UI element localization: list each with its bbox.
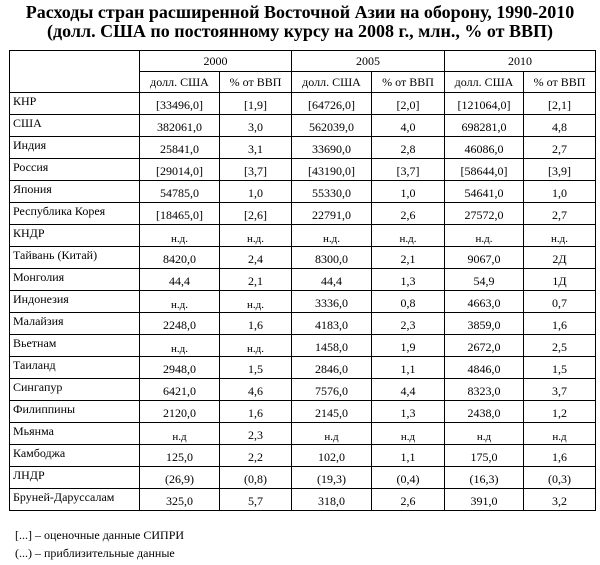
usd-value-cell: 2948,0 — [140, 357, 220, 379]
corner-header-cell — [10, 51, 140, 93]
table-row — [10, 401, 596, 423]
usd-value-cell: н.д. — [445, 225, 524, 247]
usd-value-cell: 102,0 — [292, 445, 372, 467]
gdp-share-cell: н.д. — [220, 335, 292, 357]
usd-value-cell: 44,4 — [292, 269, 372, 291]
gdp-share-cell: 4,0 — [372, 115, 445, 137]
usd-value-cell: 2248,0 — [140, 313, 220, 335]
usd-value-cell: [33496,0] — [140, 93, 220, 115]
country-name-cell: Вьетнам — [10, 335, 140, 357]
usd-value-cell: 3336,0 — [292, 291, 372, 313]
gdp-share-cell: 1,0 — [372, 181, 445, 203]
table-row — [10, 335, 596, 357]
gdp-share-cell: 4,8 — [524, 115, 596, 137]
usd-value-cell: 562039,0 — [292, 115, 372, 137]
gdp-share-cell: н.д — [372, 423, 445, 445]
year-header-row — [10, 51, 596, 72]
country-name-cell: Камбоджа — [10, 445, 140, 467]
table-row — [10, 247, 596, 269]
usd-value-cell: [121064,0] — [445, 93, 524, 115]
usd-value-cell: (19,3) — [292, 467, 372, 489]
table-row — [10, 93, 596, 115]
country-name-cell: Япония — [10, 181, 140, 203]
gdp-share-cell: н.д. — [220, 225, 292, 247]
gdp-share-cell: 1,1 — [372, 445, 445, 467]
usd-value-cell: н.д — [445, 423, 524, 445]
gdp-share-cell: 1,3 — [372, 269, 445, 291]
subheader-usd-2005: долл. США — [292, 72, 372, 93]
usd-value-cell: 54785,0 — [140, 181, 220, 203]
gdp-share-cell: 1,6 — [220, 313, 292, 335]
subheader-gdp-2010: % от ВВП — [524, 72, 596, 93]
usd-value-cell: 2438,0 — [445, 401, 524, 423]
usd-value-cell: 391,0 — [445, 489, 524, 511]
gdp-share-cell: 1,5 — [220, 357, 292, 379]
usd-value-cell: 7576,0 — [292, 379, 372, 401]
year-header-2000: 2000 — [140, 51, 292, 72]
table-row — [10, 489, 596, 511]
usd-value-cell: 325,0 — [140, 489, 220, 511]
gdp-share-cell: 2,2 — [220, 445, 292, 467]
usd-value-cell: (26,9) — [140, 467, 220, 489]
gdp-share-cell: 1,0 — [220, 181, 292, 203]
country-name-cell: Мьянма — [10, 423, 140, 445]
table-body — [10, 93, 596, 511]
usd-value-cell: 698281,0 — [445, 115, 524, 137]
country-name-cell: Филиппины — [10, 401, 140, 423]
gdp-share-cell: (0,4) — [372, 467, 445, 489]
gdp-share-cell: (0,8) — [220, 467, 292, 489]
gdp-share-cell: 2,6 — [372, 203, 445, 225]
gdp-share-cell: [3,7] — [372, 159, 445, 181]
table-row — [10, 159, 596, 181]
country-name-cell: Индия — [10, 137, 140, 159]
gdp-share-cell: 2,8 — [372, 137, 445, 159]
table-row — [10, 357, 596, 379]
usd-value-cell: 9067,0 — [445, 247, 524, 269]
gdp-share-cell: 1,6 — [220, 401, 292, 423]
usd-value-cell: 175,0 — [445, 445, 524, 467]
usd-value-cell: 8300,0 — [292, 247, 372, 269]
gdp-share-cell: 1,6 — [524, 445, 596, 467]
table-row — [10, 467, 596, 489]
usd-value-cell: [64726,0] — [292, 93, 372, 115]
usd-value-cell: 8323,0 — [445, 379, 524, 401]
table-row — [10, 203, 596, 225]
defense-spending-table — [9, 50, 596, 511]
usd-value-cell: 318,0 — [292, 489, 372, 511]
usd-value-cell: 25841,0 — [140, 137, 220, 159]
usd-value-cell: 125,0 — [140, 445, 220, 467]
gdp-share-cell: 1,1 — [372, 357, 445, 379]
usd-value-cell: 3859,0 — [445, 313, 524, 335]
usd-value-cell: 22791,0 — [292, 203, 372, 225]
gdp-share-cell: 1Д — [524, 269, 596, 291]
gdp-share-cell: 2,5 — [524, 335, 596, 357]
country-name-cell: Таиланд — [10, 357, 140, 379]
footnote-sipri: [...] – оценочные данные СИПРИ — [15, 528, 185, 542]
usd-value-cell: 4183,0 — [292, 313, 372, 335]
usd-value-cell: н.д. — [140, 291, 220, 313]
gdp-share-cell: 1,5 — [524, 357, 596, 379]
usd-value-cell: 4663,0 — [445, 291, 524, 313]
gdp-share-cell: 1,2 — [524, 401, 596, 423]
gdp-share-cell: [3,9] — [524, 159, 596, 181]
subheader-usd-2000: долл. США — [140, 72, 220, 93]
gdp-share-cell: 2,4 — [220, 247, 292, 269]
usd-value-cell: н.д — [140, 423, 220, 445]
subheader-gdp-2000: % от ВВП — [220, 72, 292, 93]
gdp-share-cell: 2,3 — [372, 313, 445, 335]
gdp-share-cell: 3,7 — [524, 379, 596, 401]
gdp-share-cell: [3,7] — [220, 159, 292, 181]
gdp-share-cell: 2,7 — [524, 137, 596, 159]
table-row — [10, 313, 596, 335]
gdp-share-cell: 3,0 — [220, 115, 292, 137]
usd-value-cell: [43190,0] — [292, 159, 372, 181]
usd-value-cell: 8420,0 — [140, 247, 220, 269]
gdp-share-cell: 3,1 — [220, 137, 292, 159]
country-name-cell: Республика Корея — [10, 203, 140, 225]
gdp-share-cell: 5,7 — [220, 489, 292, 511]
usd-value-cell: 382061,0 — [140, 115, 220, 137]
gdp-share-cell: 3,2 — [524, 489, 596, 511]
gdp-share-cell: 0,8 — [372, 291, 445, 313]
country-name-cell: Тайвань (Китай) — [10, 247, 140, 269]
usd-value-cell: 2846,0 — [292, 357, 372, 379]
usd-value-cell: н.д — [292, 423, 372, 445]
table-row — [10, 423, 596, 445]
gdp-share-cell: 0,7 — [524, 291, 596, 313]
country-name-cell: КНДР — [10, 225, 140, 247]
usd-value-cell: 2120,0 — [140, 401, 220, 423]
table-row — [10, 181, 596, 203]
usd-value-cell: 54641,0 — [445, 181, 524, 203]
subheader-gdp-2005: % от ВВП — [372, 72, 445, 93]
year-header-2010: 2010 — [445, 51, 596, 72]
usd-value-cell: [58644,0] — [445, 159, 524, 181]
usd-value-cell: 4846,0 — [445, 357, 524, 379]
year-header-2005: 2005 — [292, 51, 445, 72]
table-row — [10, 445, 596, 467]
usd-value-cell: 55330,0 — [292, 181, 372, 203]
country-name-cell: Бруней-Даруссалам — [10, 489, 140, 511]
gdp-share-cell: 1,3 — [372, 401, 445, 423]
usd-value-cell: н.д. — [292, 225, 372, 247]
country-name-cell: ЛНДР — [10, 467, 140, 489]
title-line-2: (долл. США по постоянному курсу на 2008 г., млн., % от ВВП) — [47, 21, 553, 41]
subheader-usd-2010: долл. США — [445, 72, 524, 93]
table-row — [10, 225, 596, 247]
country-name-cell: Монголия — [10, 269, 140, 291]
gdp-share-cell: 2,7 — [524, 203, 596, 225]
usd-value-cell: 1458,0 — [292, 335, 372, 357]
country-name-cell: КНР — [10, 93, 140, 115]
usd-value-cell: (16,3) — [445, 467, 524, 489]
usd-value-cell: н.д. — [140, 335, 220, 357]
usd-value-cell: 54,9 — [445, 269, 524, 291]
gdp-share-cell: н.д. — [220, 291, 292, 313]
usd-value-cell: 2672,0 — [445, 335, 524, 357]
table-row — [10, 137, 596, 159]
gdp-share-cell: 2,6 — [372, 489, 445, 511]
usd-value-cell: н.д. — [140, 225, 220, 247]
usd-value-cell: 6421,0 — [140, 379, 220, 401]
usd-value-cell: [18465,0] — [140, 203, 220, 225]
usd-value-cell: 2145,0 — [292, 401, 372, 423]
country-name-cell: Индонезия — [10, 291, 140, 313]
gdp-share-cell: 1,9 — [372, 335, 445, 357]
table-row — [10, 291, 596, 313]
country-name-cell: Малайзия — [10, 313, 140, 335]
gdp-share-cell: (0,3) — [524, 467, 596, 489]
gdp-share-cell: 2,1 — [372, 247, 445, 269]
country-name-cell: США — [10, 115, 140, 137]
country-name-cell: Россия — [10, 159, 140, 181]
footnote-approx: (...) – приблизительные данные — [15, 546, 175, 560]
gdp-share-cell: 2,1 — [220, 269, 292, 291]
gdp-share-cell: н.д — [524, 423, 596, 445]
usd-value-cell: 44,4 — [140, 269, 220, 291]
gdp-share-cell: [2,6] — [220, 203, 292, 225]
title-line-1: Расходы стран расширенной Восточной Азии на оборону, 1990-2010 — [25, 2, 575, 22]
gdp-share-cell: 2,3 — [220, 423, 292, 445]
table-row — [10, 269, 596, 291]
table-row — [10, 115, 596, 137]
page-title — [0, 3, 600, 41]
gdp-share-cell: 2Д — [524, 247, 596, 269]
usd-value-cell: 33690,0 — [292, 137, 372, 159]
usd-value-cell: 27572,0 — [445, 203, 524, 225]
gdp-share-cell: 1,6 — [524, 313, 596, 335]
gdp-share-cell: [2,0] — [372, 93, 445, 115]
gdp-share-cell: [1,9] — [220, 93, 292, 115]
gdp-share-cell: 4,4 — [372, 379, 445, 401]
gdp-share-cell: 4,6 — [220, 379, 292, 401]
gdp-share-cell: н.д. — [524, 225, 596, 247]
gdp-share-cell: 1,0 — [524, 181, 596, 203]
country-name-cell: Сингапур — [10, 379, 140, 401]
gdp-share-cell: [2,1] — [524, 93, 596, 115]
gdp-share-cell: н.д. — [372, 225, 445, 247]
usd-value-cell: 46086,0 — [445, 137, 524, 159]
footnotes — [15, 526, 184, 562]
usd-value-cell: [29014,0] — [140, 159, 220, 181]
table-row — [10, 379, 596, 401]
